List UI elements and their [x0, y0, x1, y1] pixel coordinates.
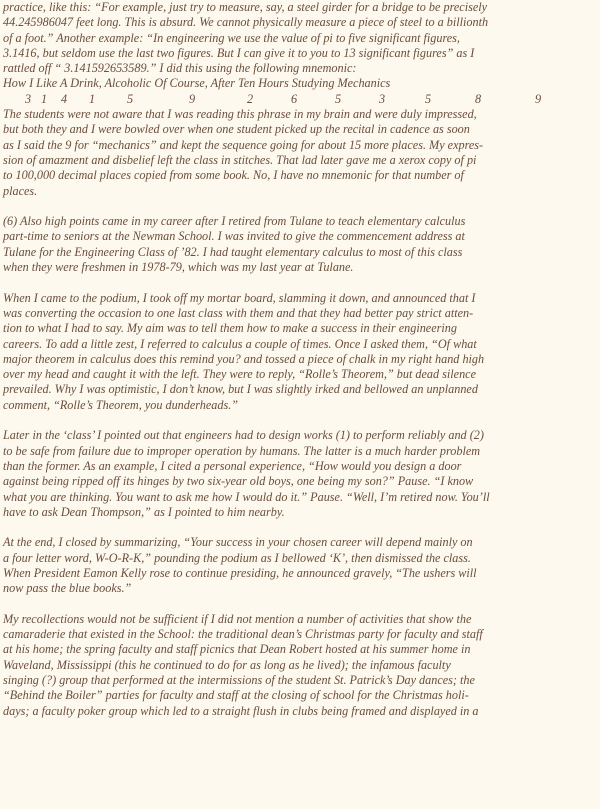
mnemonic-digit: 3	[25, 91, 32, 106]
text-line: tion to what I had to say. My aim was to tell them how to make a success in their engineering	[3, 321, 457, 336]
paragraph-design	[3, 428, 597, 520]
paragraph-recollections	[3, 612, 597, 719]
text-line: At the end, I closed by summarizing, “Your success in your chosen career will depend mainly on	[3, 535, 473, 550]
mnemonic-digit: 1	[41, 91, 48, 106]
text-line: to be safe from failure due to improper operation by humans. The latter is a much harder problem	[3, 443, 481, 458]
mnemonic-digit: 5	[425, 91, 432, 106]
text-line: 3.1416, but seldom use the last two figures. But I can give it to you to 13 significant figures” as I	[3, 45, 475, 60]
paragraph-closing	[3, 535, 597, 596]
text-line: to 100,000 decimal places copied from some book. No, I have no mnemonic for that number of	[3, 168, 464, 183]
text-line: part-time to seniors at the Newman School. I was invited to give the commencement address at	[3, 229, 465, 244]
text-line: of a foot.” Another example: “In engineering we use the value of pi to five significant figures,	[3, 30, 460, 45]
mnemonic-digit: 6	[291, 91, 298, 106]
text-line: days; a faculty poker group which led to a straight flush in clubs being framed and displayed in a	[3, 703, 479, 718]
text-line: sion of amazment and disbelief left the class in stitches. That lad later gave me a xerox copy of pi	[3, 152, 477, 167]
paragraph-podium	[3, 291, 597, 413]
text-line: “Behind the Boiler” parties for faculty and staff at the closing of school for the Christmas holi-	[3, 688, 469, 703]
text-line: have to ask Dean Thompson,” as I pointed to him nearby.	[3, 504, 285, 519]
mnemonic-phrase: How I Like A Drink, Alcoholic Of Course, After Ten Hours Studying Mechanics	[3, 76, 391, 91]
text-line: was converting the occasion to one last class with them and that they had better pay strict atten-	[3, 305, 474, 320]
text-line: as I said the 9 for “mechanics” and kept the sequence going for about 15 more places. My expres-	[3, 137, 484, 152]
text-line: when they were freshmen in 1978-79, which was my last year at Tulane.	[3, 260, 354, 275]
mnemonic-digit: 5	[335, 91, 342, 106]
text-line: The students were not aware that I was reading this phrase in my brain and were duly impressed,	[3, 107, 477, 122]
mnemonic-digit: 4	[61, 91, 68, 106]
text-line: careers. To add a little zest, I referred to calculus a couple of times. Once I asked them, “Of what	[3, 336, 477, 351]
text-line: Tulane for the Engineering Class of ’82. I had taught elementary calculus to most of this class	[3, 244, 463, 259]
text-line: rattled off “ 3.141592653589.” I did this using the following mnemonic:	[3, 61, 357, 76]
mnemonic-digit: 9	[189, 91, 196, 106]
text-line: prevailed. Why I was optimistic, I don’t know, but I was slightly irked and bellowed an unplanned	[3, 382, 478, 397]
text-line: Later in the ‘class’ I pointed out that engineers had to design works (1) to perform reliably and (2)	[3, 428, 484, 443]
text-line: now pass the blue books.”	[3, 581, 132, 596]
text-line: at his home; the spring faculty and staff picnics that Dean Robert hosted at his summer home in	[3, 642, 471, 657]
mnemonic-digit: 1	[89, 91, 96, 106]
text-line: what you are thinking. You want to ask me how I would do it.” Pause. “Well, I’m retired now. You’ll	[3, 489, 490, 504]
mnemonic-digit: 9	[535, 91, 542, 106]
text-line: My recollections would not be sufficient if I did not mention a number of activities that show the	[3, 611, 472, 626]
text-line: but both they and I were bowled over when one student picked up the recital in cadence as soon	[3, 122, 470, 137]
mnemonic-digit: 5	[127, 91, 134, 106]
paragraph-commencement	[3, 214, 597, 275]
mnemonic-digit: 8	[475, 91, 482, 106]
text-line: practice, like this: “For example, just try to measure, say, a steel girder for a bridge to be precisely	[3, 0, 488, 14]
text-line: singing (?) group that performed at the intermissions of the student St. Patrick’s Day dances; the	[3, 673, 475, 688]
text-line: comment, “Rolle’s Theorem, you dunderheads.”	[3, 397, 239, 412]
text-line: Waveland, Mississippi (this he continued to do for as long as he lived); the infamous faculty	[3, 657, 451, 672]
text-line: against being ripped off its hinges by two six-year old boys, one being my son?” Pause. “I know	[3, 474, 474, 489]
text-line: When President Eamon Kelly rose to continue presiding, he announced gravely, “The ushers will	[3, 565, 477, 580]
text-line: 44.245986047 feet long. This is absurd. We cannot physically measure a piece of steel to a billionth	[3, 15, 489, 30]
text-line: camaraderie that existed in the School: the traditional dean’s Christmas party for faculty and staff	[3, 627, 483, 642]
text-line: places.	[3, 183, 38, 198]
mnemonic-digit: 3	[379, 91, 386, 106]
text-line: over my head and caught it with the left. They were to reply, “Rolle’s Theorem,” but dead silence	[3, 367, 476, 382]
text-line: major theorem in calculus does this remind you? and tossed a piece of chalk in my right hand high	[3, 351, 485, 366]
text-line: When I came to the podium, I took off my mortar board, slamming it down, and announced that I	[3, 290, 476, 305]
text-line: (6) Also high points came in my career after I retired from Tulane to teach elementary calculus	[3, 214, 466, 229]
mnemonic-digit: 2	[247, 91, 254, 106]
mnemonic-digits	[3, 92, 597, 107]
text-line: than the former. As an example, I cited a personal experience, “How would you design a door	[3, 458, 462, 473]
text-line: a four letter word, W-O-R-K,” pounding the podium as I bellowed ‘K’, then dismissed the class.	[3, 550, 471, 565]
paragraph-pi-mnemonic	[3, 0, 597, 199]
